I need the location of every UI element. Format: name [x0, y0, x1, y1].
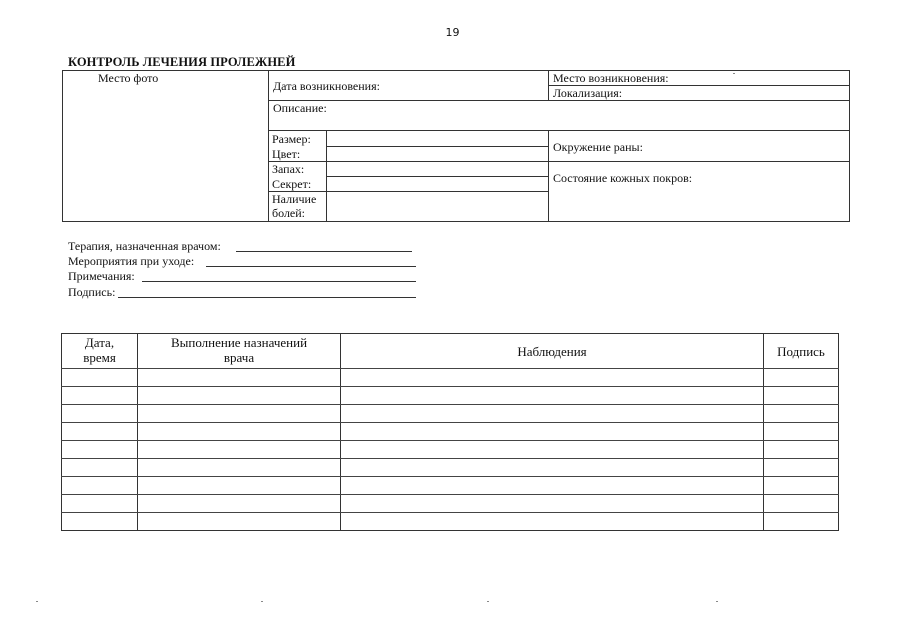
signature-line[interactable]: [118, 297, 416, 298]
photo-place-label: Место фото: [98, 71, 159, 85]
scan-dot: [261, 601, 263, 602]
table-row[interactable]: [61, 476, 839, 477]
care-measures-line[interactable]: [206, 266, 416, 267]
scan-dot: [733, 73, 735, 74]
form-border-bottom: [62, 221, 850, 222]
scan-dot: [36, 601, 38, 602]
description-bottom: [268, 130, 850, 131]
table-row[interactable]: [61, 494, 839, 495]
log-border-right: [838, 333, 839, 531]
attribute-value-divider: [548, 130, 549, 222]
care-measures-label: Мероприятия при уходе:: [68, 254, 195, 268]
table-row[interactable]: [61, 386, 839, 387]
scan-dot: [487, 601, 489, 602]
form-border-left: [62, 70, 63, 222]
log-border-bottom: [61, 530, 839, 531]
page-number: 19: [445, 26, 460, 39]
therapy-line[interactable]: [236, 251, 412, 252]
onset-place-label: Место возникновения:: [553, 71, 669, 85]
signature-label: Подпись:: [68, 285, 116, 299]
log-header-date-line2: время: [83, 350, 116, 365]
table-row[interactable]: [61, 368, 839, 369]
smell-row-line: [326, 176, 548, 177]
onset-row-bottom: [268, 100, 850, 101]
table-row[interactable]: [61, 458, 839, 459]
log-header-observations: Наблюдения: [517, 344, 587, 359]
table-row[interactable]: [61, 404, 839, 405]
skin-condition-label: Состояние кожных покров:: [553, 171, 693, 185]
pain-label-line2: болей:: [272, 206, 306, 220]
table-row[interactable]: [61, 440, 839, 441]
therapy-label: Терапия, назначенная врачом:: [68, 239, 221, 253]
wound-surroundings-label: Окружение раны:: [553, 140, 643, 154]
table-row[interactable]: [61, 422, 839, 423]
log-col-divider-2: [340, 333, 341, 531]
size-label: Размер:: [272, 132, 311, 146]
onset-date-label: Дата возникновения:: [273, 79, 380, 93]
secretion-label: Секрет:: [272, 177, 312, 191]
log-header-date-line1: Дата,: [84, 335, 115, 350]
notes-label: Примечания:: [68, 269, 135, 283]
log-header-execution: [138, 335, 340, 365]
notes-line[interactable]: [142, 281, 416, 282]
color-row-line: [268, 161, 850, 162]
log-header-execution-line2: врача: [223, 350, 255, 365]
log-header-signature: Подпись: [777, 344, 825, 359]
photo-divider: [268, 70, 269, 222]
pain-label-line1: Наличие: [272, 192, 317, 206]
description-label: Описание:: [273, 101, 327, 115]
log-col-divider-3: [763, 333, 764, 531]
color-label: Цвет:: [272, 147, 301, 161]
log-header-execution-line1: Выполнение назначений: [170, 335, 308, 350]
localization-label: Локализация:: [553, 86, 623, 100]
page-title: КОНТРОЛЬ ЛЕЧЕНИЯ ПРОЛЕЖНЕЙ: [68, 55, 296, 69]
log-border-top: [61, 333, 839, 334]
size-row-line: [326, 146, 548, 147]
table-row[interactable]: [61, 512, 839, 513]
form-border-right: [849, 70, 850, 222]
form-border-top: [62, 70, 850, 71]
scan-dot: [716, 601, 718, 602]
log-header-date: [62, 335, 137, 365]
smell-label: Запах:: [272, 162, 305, 176]
